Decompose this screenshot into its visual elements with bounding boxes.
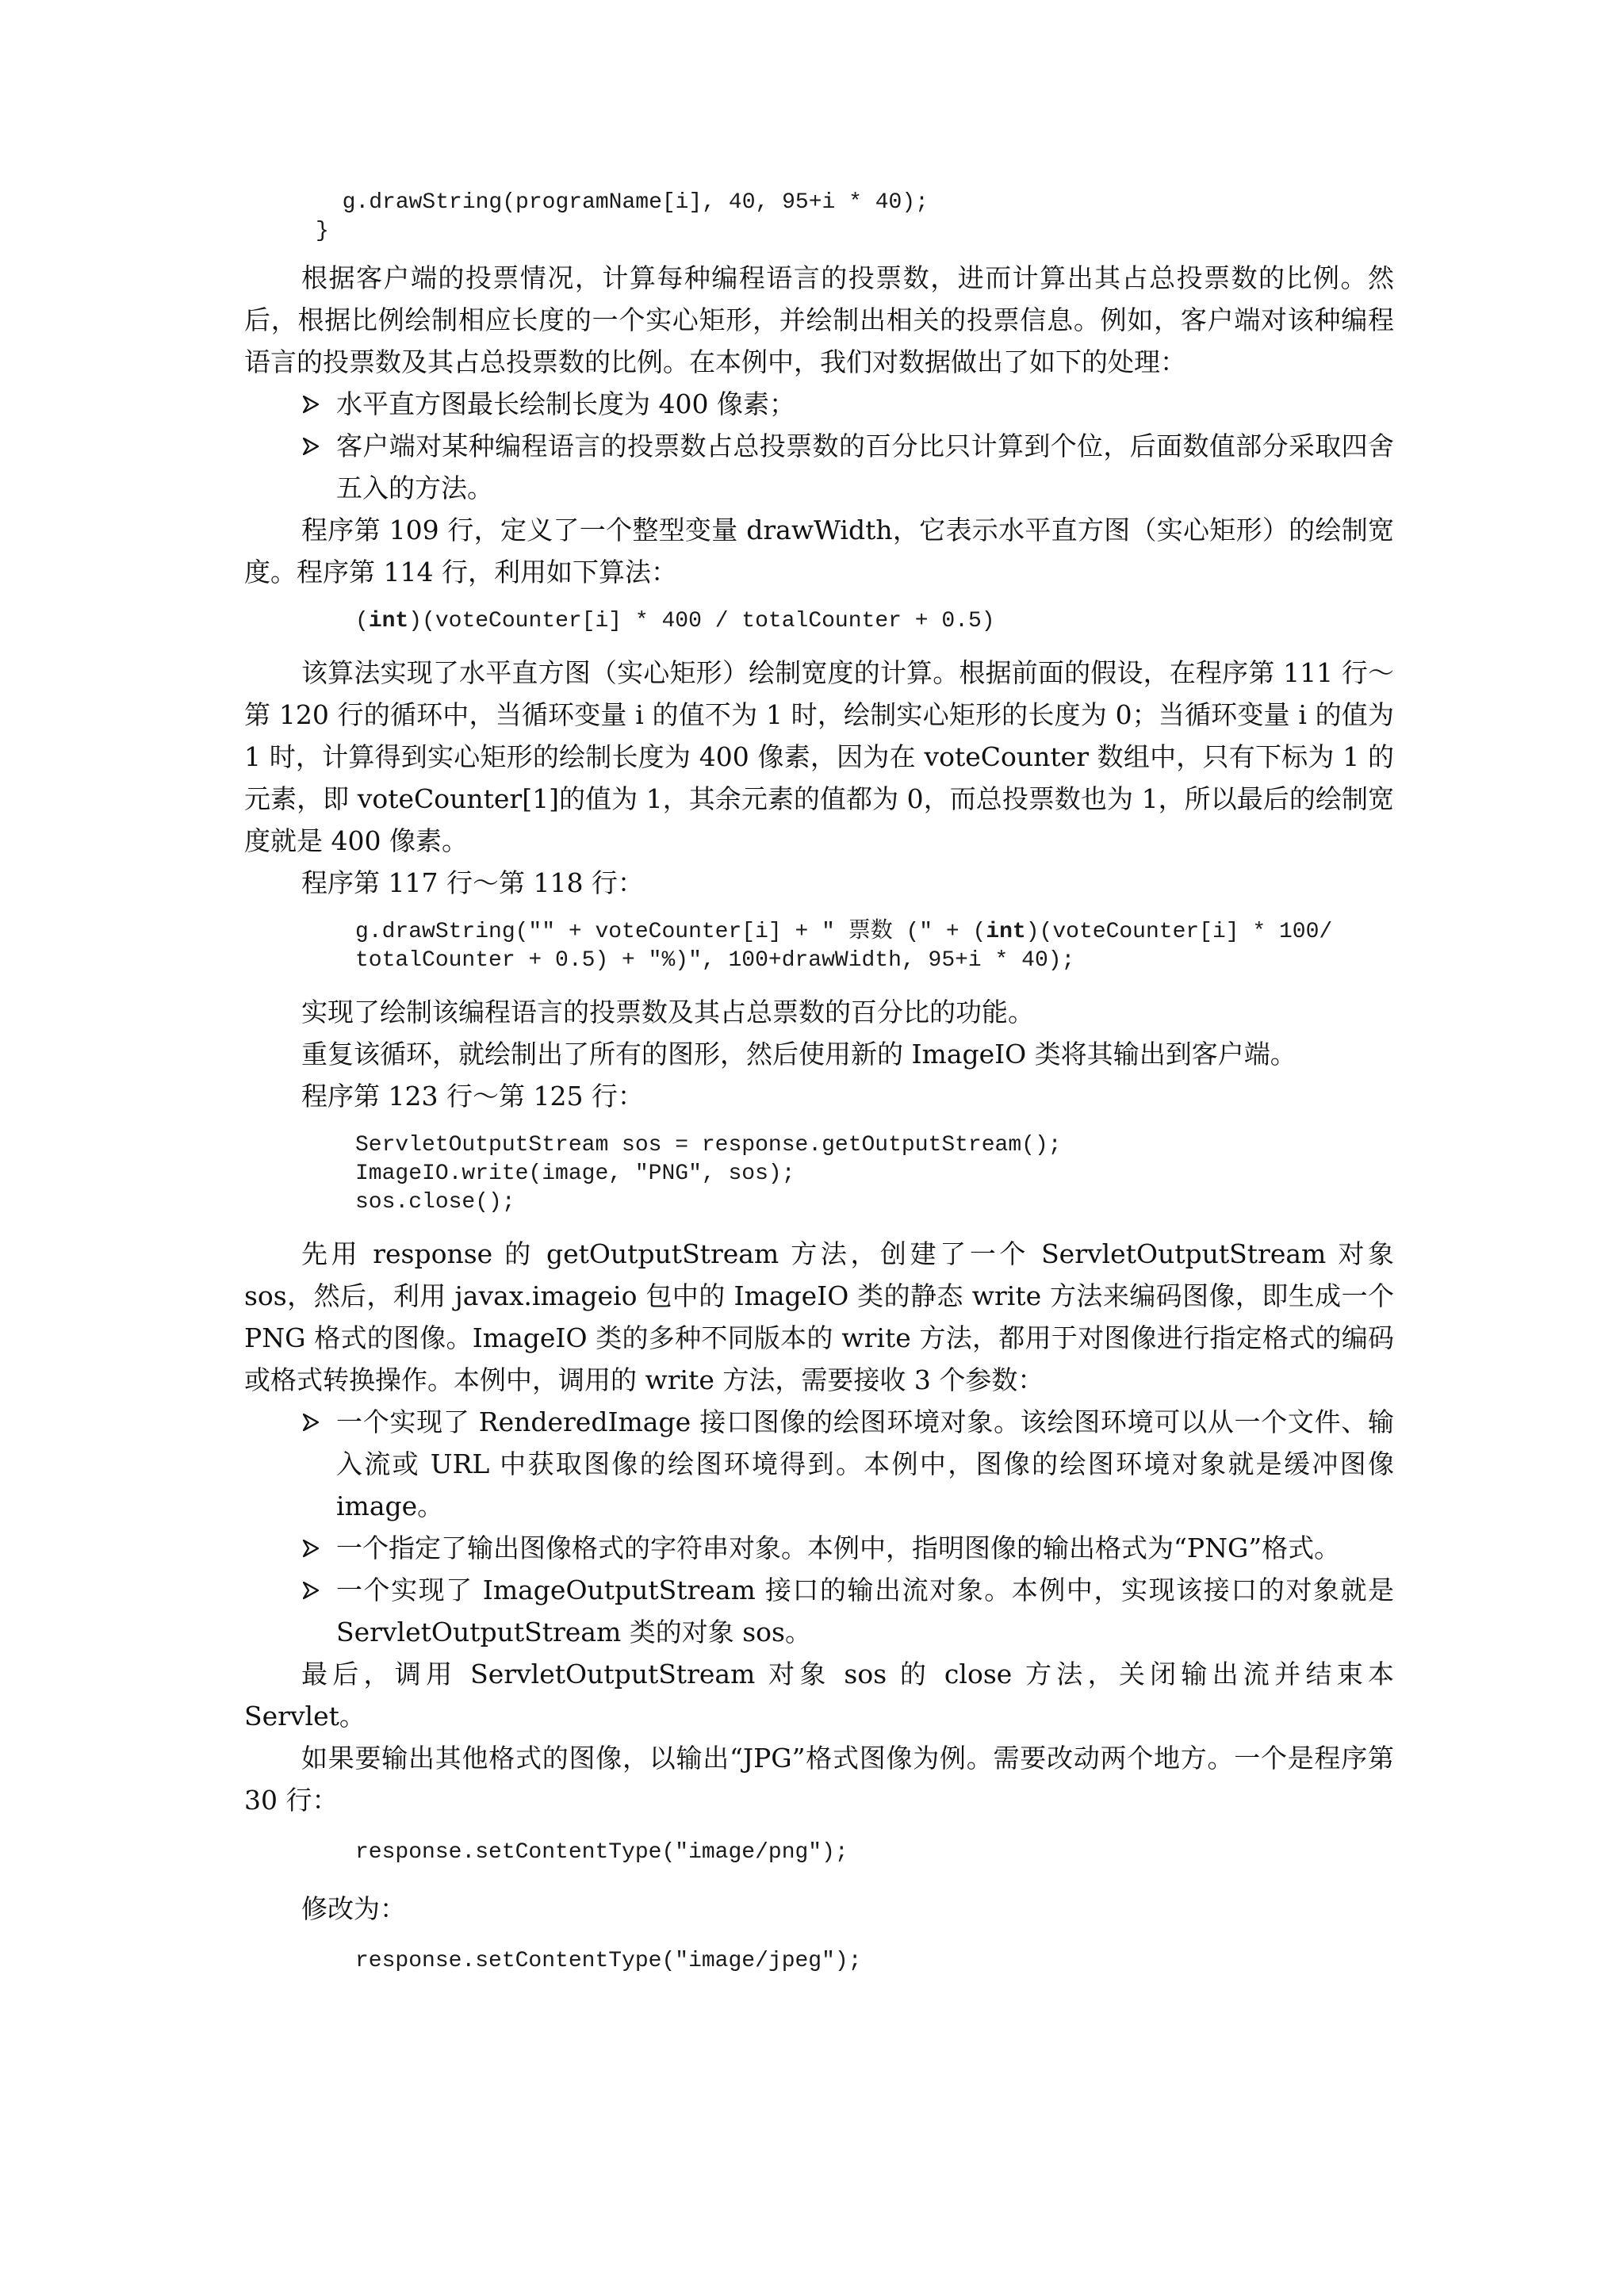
code-line [355,1131,1394,1160]
bullet-item [244,1569,1394,1653]
code-block [244,607,1394,636]
bullet-item [244,383,1394,425]
bullet-text: 一个指定了输出图像格式的字符串对象。本例中，指明图像的输出格式为“PNG”格式。 [336,1533,1341,1563]
paragraph: 修改为： [301,1893,406,1924]
code-line [355,947,1394,975]
code-line [316,217,1394,246]
arrow-bullet-icon [295,425,327,467]
paragraph: 根据客户端的投票情况，计算每种编程语言的投票数，进而计算出其占总投票数的比例。然后，根据比例绘制相应长度的一个实心矩形，并绘制出相关的投票信息。例如，客户端对该种编程语言的投票数及其占总投票数的比例。在本例中，我们对数据做出了如下的处理： [244,262,1394,377]
paragraph: 最后，调用 ServletOutputStream 对象 sos 的 close 方法，关闭输出流并结束本 Servlet。 [244,1659,1394,1732]
page-content [244,189,1394,1976]
code-line [355,1839,1394,1867]
bullet-item [244,1527,1394,1569]
arrow-bullet-icon [295,1527,327,1569]
code-block [244,1947,1394,1976]
bullet-item [244,425,1394,509]
code-line [355,1947,1394,1976]
paragraph: 如果要输出其他格式的图像，以输出“JPG”格式图像为例。需要改动两个地方。一个是程序第 30 行： [244,1743,1394,1816]
code-text: response.setContentType("image/jpeg"); [355,1949,862,1973]
code-keyword: int [986,920,1026,944]
code-block [244,918,1394,975]
paragraph: 程序第 117 行～第 118 行： [301,867,644,898]
paragraph: 实现了绘制该编程语言的投票数及其占总票数的百分比的功能。 [301,997,1034,1027]
arrow-bullet-icon [295,383,327,425]
code-line [316,189,1394,217]
bullet-list [244,1401,1394,1653]
code-text: )(voteCounter[i] * 400 / totalCounter + 0.5) [408,609,995,633]
paragraph: 先用 response 的 getOutputStream 方法，创建了一个 ServletOutputStream 对象 sos，然后，利用 javax.imageio 包中的 ImageIO 类的静态 write 方法来编码图像，即生成一个 PNG 格式的图像。ImageIO 类的多种不同版本的 write 方法，都用于对图像进行指定格式的编码或格式转换操作。本例中，调用的 write 方法，需要接收 3 个参数： [244,1238,1394,1395]
code-text: totalCounter + 0.5) + "%)", 100+drawWidth, 95+i * 40); [355,948,1075,973]
arrow-bullet-icon [295,1569,327,1611]
code-text: g.drawString("" + voteCounter[i] + " 票数 (" + ( [355,920,986,944]
bullet-text: 一个实现了 RenderedImage 接口图像的绘图环境对象。该绘图环境可以从一个文件、输入流或 URL 中获取图像的绘图环境得到。本例中，图像的绘图环境对象就是缓冲图像 image。 [336,1406,1394,1521]
code-text: ServletOutputStream sos = response.getOutputStream(); [355,1133,1062,1158]
code-block [244,189,1394,246]
code-text: g.drawString(programName[i], 40, 95+i * 40); [316,190,929,215]
paragraph: 程序第 109 行，定义了一个整型变量 drawWidth，它表示水平直方图（实心矩形）的绘制宽度。程序第 114 行，利用如下算法： [244,515,1394,587]
code-line [355,607,1394,636]
code-text: sos.close(); [355,1190,515,1215]
code-keyword: int [368,609,409,633]
code-text: } [316,219,329,243]
bullet-text: 一个实现了 ImageOutputStream 接口的输出流对象。本例中，实现该接口的对象就是 ServletOutputStream 类的对象 sos。 [336,1575,1394,1647]
code-text: response.setContentType("image/png"); [355,1840,848,1865]
code-text: ImageIO.write(image, "PNG", sos); [355,1161,795,1186]
code-line [355,1160,1394,1188]
arrow-bullet-icon [295,1401,327,1443]
code-text: ( [355,609,369,633]
paragraph: 重复该循环，就绘制出了所有的图形，然后使用新的 ImageIO 类将其输出到客户端。 [301,1039,1297,1070]
code-line [355,1188,1394,1217]
paragraph: 该算法实现了水平直方图（实心矩形）绘制宽度的计算。根据前面的假设，在程序第 111 行～第 120 行的循环中，当循环变量 i 的值不为 1 时，绘制实心矩形的长度为 0；当循环变量 i 的值为 1 时，计算得到实心矩形的绘制长度为 400 像素，因为在 voteCounter 数组中，只有下标为 1 的元素，即 voteCounter[1]的值为 1，其余元素的值都为 0，而总投票数也为 1，所以最后的绘制宽度就是 400 像素。 [244,657,1394,856]
code-block [244,1131,1394,1217]
code-block [244,1839,1394,1867]
bullet-text: 水平直方图最长绘制长度为 400 像素； [336,388,795,419]
code-line [355,918,1394,947]
bullet-list [244,383,1394,509]
paragraph: 程序第 123 行～第 125 行： [301,1081,644,1112]
bullet-item [244,1401,1394,1527]
bullet-text: 客户端对某种编程语言的投票数占总投票数的百分比只计算到个位，后面数值部分采取四舍五入的方法。 [336,430,1394,503]
code-text: )(voteCounter[i] * 100/ [1025,920,1333,944]
